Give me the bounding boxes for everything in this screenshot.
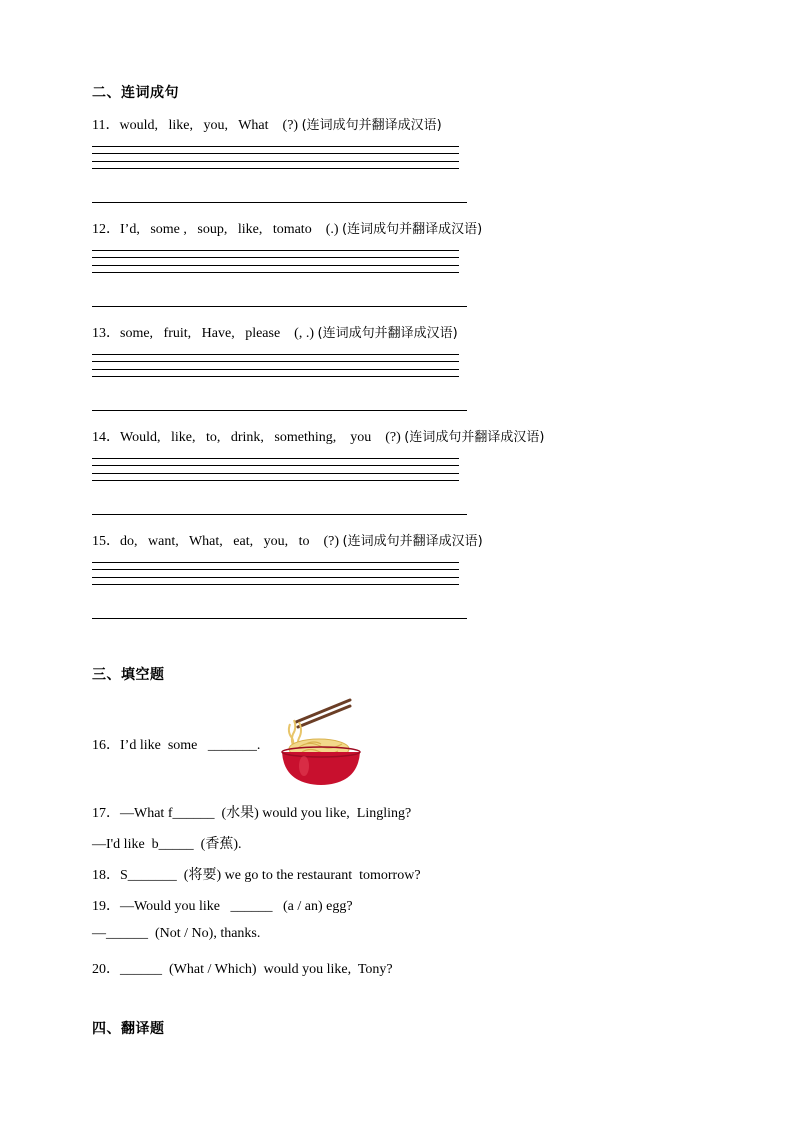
question-13-instruction: (连词成句并翻译成汉语) <box>317 326 458 341</box>
section-heading-4: 四、翻译题 <box>92 1021 165 1037</box>
answer-line <box>92 577 459 578</box>
answer-line <box>92 168 459 169</box>
translation-line <box>92 410 467 411</box>
question-14-instruction: (连词成句并翻译成汉语) <box>404 430 545 445</box>
answer-line <box>92 361 459 362</box>
question-17-line-2: —I'd like b_____ (香蕉). <box>92 837 242 852</box>
question-12-words: 12．I’d, some , soup, like, tomato (.) <box>92 222 343 237</box>
answer-line <box>92 562 459 563</box>
question-15-instruction: (连词成句并翻译成汉语) <box>342 534 483 549</box>
answer-line <box>92 146 459 147</box>
question-18: 18．S_______ (将要) we go to the restaurant tomorrow? <box>92 868 421 883</box>
answer-line <box>92 473 459 474</box>
question-13-words: 13．some, fruit, Have, please (, .) <box>92 326 318 341</box>
question-12-instruction: (连词成句并翻译成汉语) <box>342 222 483 237</box>
answer-line <box>92 250 459 251</box>
question-13 <box>92 322 458 342</box>
translation-line <box>92 514 467 515</box>
question-19-line-1: 19．—Would you like ______ (a / an) egg? <box>92 899 353 914</box>
noodle-bowl-icon <box>276 692 366 788</box>
question-12 <box>92 218 482 238</box>
question-15-words: 15．do, want, What, eat, you, to (?) <box>92 534 343 549</box>
translation-line <box>92 202 467 203</box>
answer-line <box>92 272 459 273</box>
question-14-words: 14．Would, like, to, drink, something, you (?) <box>92 430 405 445</box>
answer-line <box>92 465 459 466</box>
answer-line <box>92 257 459 258</box>
translation-line <box>92 618 467 619</box>
question-20: 20．______ (What / Which) would you like, Tony? <box>92 962 393 977</box>
question-11 <box>92 114 442 134</box>
question-16: 16．I’d like some _______. <box>92 738 261 753</box>
question-15 <box>92 530 483 550</box>
answer-line <box>92 480 459 481</box>
answer-line <box>92 376 459 377</box>
section-heading-2: 二、连词成句 <box>92 85 179 101</box>
answer-line <box>92 569 459 570</box>
question-19-line-2: —______ (Not / No), thanks. <box>92 926 261 941</box>
section-heading-3: 三、填空题 <box>92 667 165 683</box>
question-14 <box>92 426 544 446</box>
answer-line <box>92 369 459 370</box>
chopstick <box>296 700 350 722</box>
question-11-words: 11．would, like, you, What (?) <box>92 118 302 133</box>
answer-line <box>92 153 459 154</box>
answer-line <box>92 354 459 355</box>
answer-line <box>92 265 459 266</box>
translation-line <box>92 306 467 307</box>
answer-line <box>92 458 459 459</box>
answer-line <box>92 161 459 162</box>
question-17-line-1: 17．—What f______ (水果) would you like, Lingling? <box>92 806 412 821</box>
answer-line <box>92 584 459 585</box>
bowl-highlight <box>299 756 309 776</box>
question-11-instruction: (连词成句并翻译成汉语) <box>301 118 442 133</box>
